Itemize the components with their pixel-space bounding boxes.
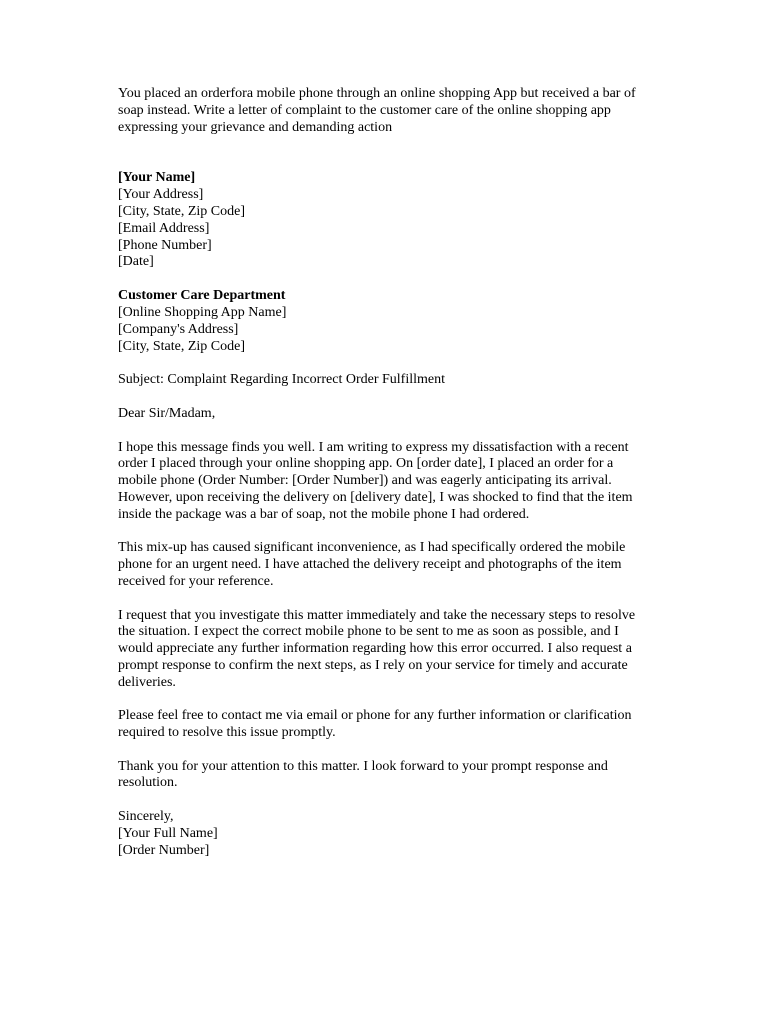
sender-phone: [Phone Number]: [118, 237, 212, 253]
prompt-line: You placed an orderfora mobile phone through an online shopping App but received a bar of: [118, 86, 636, 101]
recipient-city: [City, State, Zip Code]: [118, 338, 246, 354]
paragraph-line: received for your reference.: [118, 573, 274, 589]
sender-block: [118, 170, 658, 271]
paragraph-line: inside the package was a bar of soap, not the mobile phone I had ordered.: [118, 506, 530, 522]
signature-order-number: [Order Number]: [118, 842, 210, 858]
paragraph-line: I hope this message finds you well. I am writing to express my dissatisfaction with a recent: [118, 439, 629, 455]
sender-name: [Your Name]: [118, 170, 196, 186]
paragraph-line: order I placed through your online shopping app. On [order date], I placed an order for a: [118, 456, 614, 472]
body-paragraph: [118, 708, 658, 742]
paragraph-line: This mix-up has caused significant inconvenience, as I had specifically ordered the mobile: [118, 540, 626, 556]
letter-document: [118, 86, 658, 876]
closing-block: [118, 809, 658, 859]
recipient-block: [118, 288, 658, 355]
body-paragraph: [118, 608, 658, 692]
sender-address: [Your Address]: [118, 187, 204, 203]
paragraph-line: the situation. I expect the correct mobile phone to be sent to me as soon as possible, and I: [118, 624, 619, 640]
paragraph-line: However, upon receiving the delivery on [delivery date], I was shocked to find that the item: [118, 489, 633, 505]
prompt-line: expressing your grievance and demanding action: [118, 119, 393, 135]
paragraph-line: Please feel free to contact me via email or phone for any further information or clarification: [118, 708, 632, 724]
sender-date: [Date]: [118, 254, 154, 270]
paragraph-line: required to resolve this issue promptly.: [118, 725, 336, 741]
paragraph-line: prompt response to confirm the next steps, as I rely on your service for timely and accurate: [118, 657, 628, 673]
paragraph-line: deliveries.: [118, 674, 176, 690]
recipient-company-address: [Company's Address]: [118, 321, 239, 337]
recipient-app-name: [Online Shopping App Name]: [118, 304, 287, 320]
sender-city: [City, State, Zip Code]: [118, 203, 246, 219]
prompt-line: soap instead. Write a letter of complaint to the customer care of the online shopping app: [118, 102, 611, 118]
paragraph-line: resolution.: [118, 775, 178, 791]
paragraph-line: Thank you for your attention to this matter. I look forward to your prompt response and: [118, 758, 608, 774]
body-paragraph: [118, 440, 658, 524]
salutation: Dear Sir/Madam,: [118, 405, 216, 421]
body-paragraph: [118, 540, 658, 590]
paragraph-line: would appreciate any further information regarding how this error occurred. I also request a: [118, 641, 632, 657]
body-paragraph: [118, 759, 658, 793]
recipient-department: Customer Care Department: [118, 288, 286, 304]
paragraph-line: mobile phone (Order Number: [Order Number]) and was eagerly anticipating its arrival.: [118, 473, 612, 489]
signature-name: [Your Full Name]: [118, 825, 218, 841]
paragraph-line: I request that you investigate this matter immediately and take the necessary steps to resolve: [118, 607, 636, 623]
valediction: Sincerely,: [118, 809, 174, 825]
assignment-prompt: [118, 86, 658, 136]
sender-email: [Email Address]: [118, 220, 210, 236]
subject-line: Subject: Complaint Regarding Incorrect Order Fulfillment: [118, 372, 445, 388]
paragraph-line: phone for an urgent need. I have attached the delivery receipt and photographs of the item: [118, 557, 622, 573]
